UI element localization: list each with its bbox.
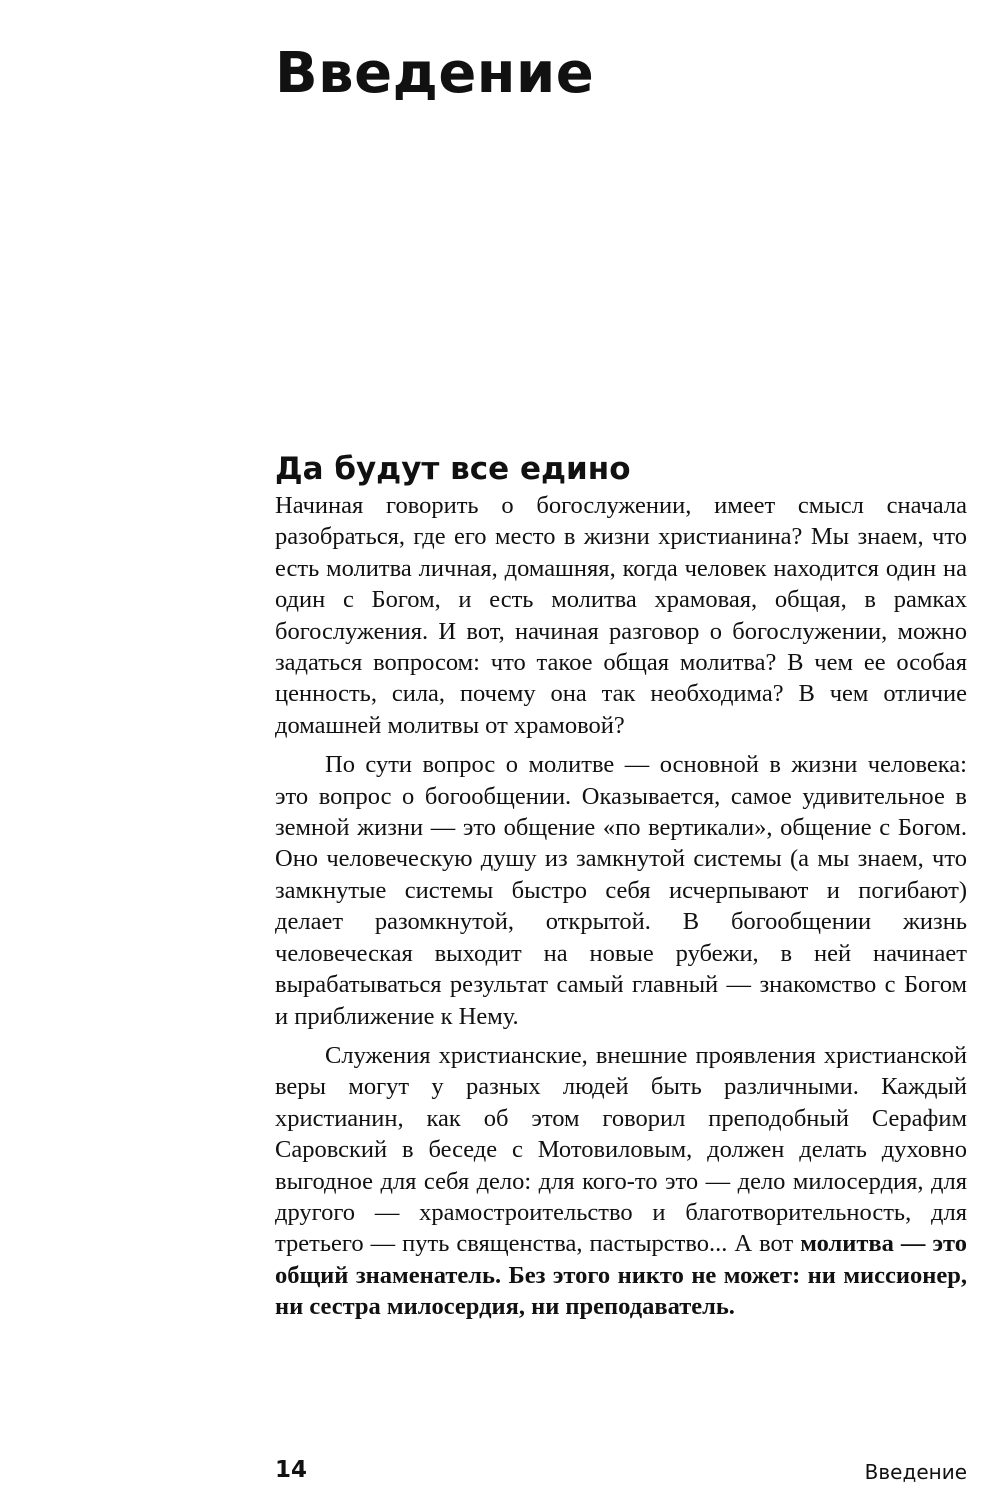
paragraph-3 xyxy=(275,1040,967,1323)
section-title: Да будут все едино xyxy=(275,451,631,487)
paragraph-3-emphasis: молитва — это общий знаменатель. Без этого никто не может: ни миссионер, ни сестра милосердия, ни преподаватель. xyxy=(275,1230,967,1321)
running-title: Введение xyxy=(864,1460,967,1484)
chapter-title: Введение xyxy=(275,41,595,106)
paragraph-3-text: Служения христианские, внешние проявления христианской веры могут у разных людей быть различными. Каждый христианин, как об этом говорил преподобный Серафим Саровский в беседе с Мотовиловым, должен делать духовно выгодное для себя дело: для кого-то это — дело милосердия, для другого — храмостроительство и благотворительность, для третьего — путь священства, пастырство... А вот xyxy=(275,1041,967,1258)
paragraph-2: По сути вопрос о молитве — основной в жизни человека: это вопрос о богообщении. Оказывается, самое удивительное в земной жизни — это общение «по вертикали», общение с Богом. Оно человеческую душу из замкнутой системы (а мы знаем, что замкнутые системы быстро себя исчерпывают и погибают) делает разомкнутой, открытой. В богообщении жизнь человеческая выходит на новые рубежи, в ней начинает вырабатываться результат самый главный — знакомство с Богом и приближение к Нему. xyxy=(275,751,967,1030)
page-number: 14 xyxy=(275,1457,308,1483)
paragraph-1: Начиная говорить о богослужении, имеет смысл сначала разобраться, где его место в жизни христианина? Мы знаем, что есть молитва личная, домашняя, когда человек находится один на один с Богом, и есть молитва храмовая, общая, в рамках богослужения. И вот, начиная разговор о богослужении, можно задаться вопросом: что такое общая молитва? В чем ее особая ценность, сила, почему она так необходима? В чем отличие домашней молитвы от храмовой? xyxy=(275,492,967,739)
section xyxy=(275,448,967,1323)
